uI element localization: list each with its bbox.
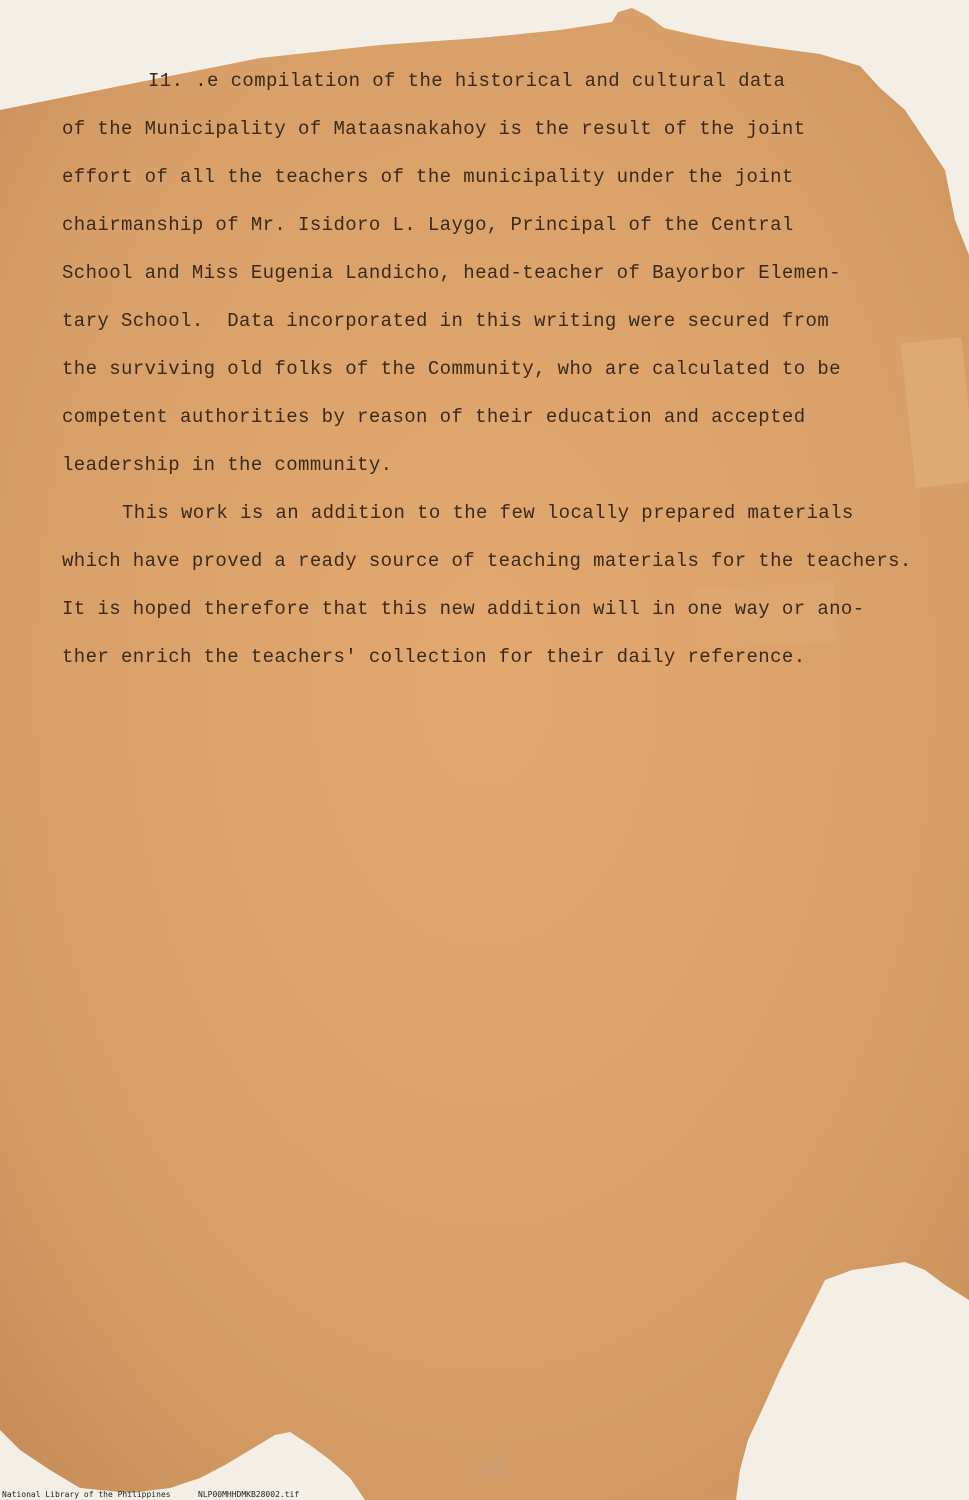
footer-library: National Library of the Philippines [2, 1490, 171, 1499]
text-line: It is hoped therefore that this new addition will in one way or ano- [62, 598, 865, 620]
footer [0, 1489, 969, 1500]
text-line: School and Miss Eugenia Landicho, head-teacher of Bayorbor Elemen- [62, 262, 841, 284]
text-line: effort of all the teachers of the municipality under the joint [62, 166, 794, 188]
text-line: which have proved a ready source of teaching materials for the teachers. [62, 550, 912, 572]
text-line: tary School. Data incorporated in this writing were secured from [62, 310, 830, 332]
text-line: the surviving old folks of the Community, who are calculated to be [62, 358, 841, 380]
text-line: chairmanship of Mr. Isidoro L. Laygo, Principal of the Central [62, 214, 794, 236]
text-line: competent authorities by reason of their education and accepted [62, 406, 806, 428]
text-line: ther enrich the teachers' collection for their daily reference. [62, 646, 806, 668]
footer-file: NLP00MHHDMKB28002.tif [198, 1490, 300, 1499]
text-line: leadership in the community. [62, 454, 393, 476]
text-line: This work is an addition to the few locally prepared materials [122, 502, 854, 524]
text-line: I1. .e compilation of the historical and cultural data [148, 70, 786, 92]
text-line: of the Municipality of Mataasnakahoy is the result of the joint [62, 118, 806, 140]
page-number: 34 [467, 1449, 511, 1490]
